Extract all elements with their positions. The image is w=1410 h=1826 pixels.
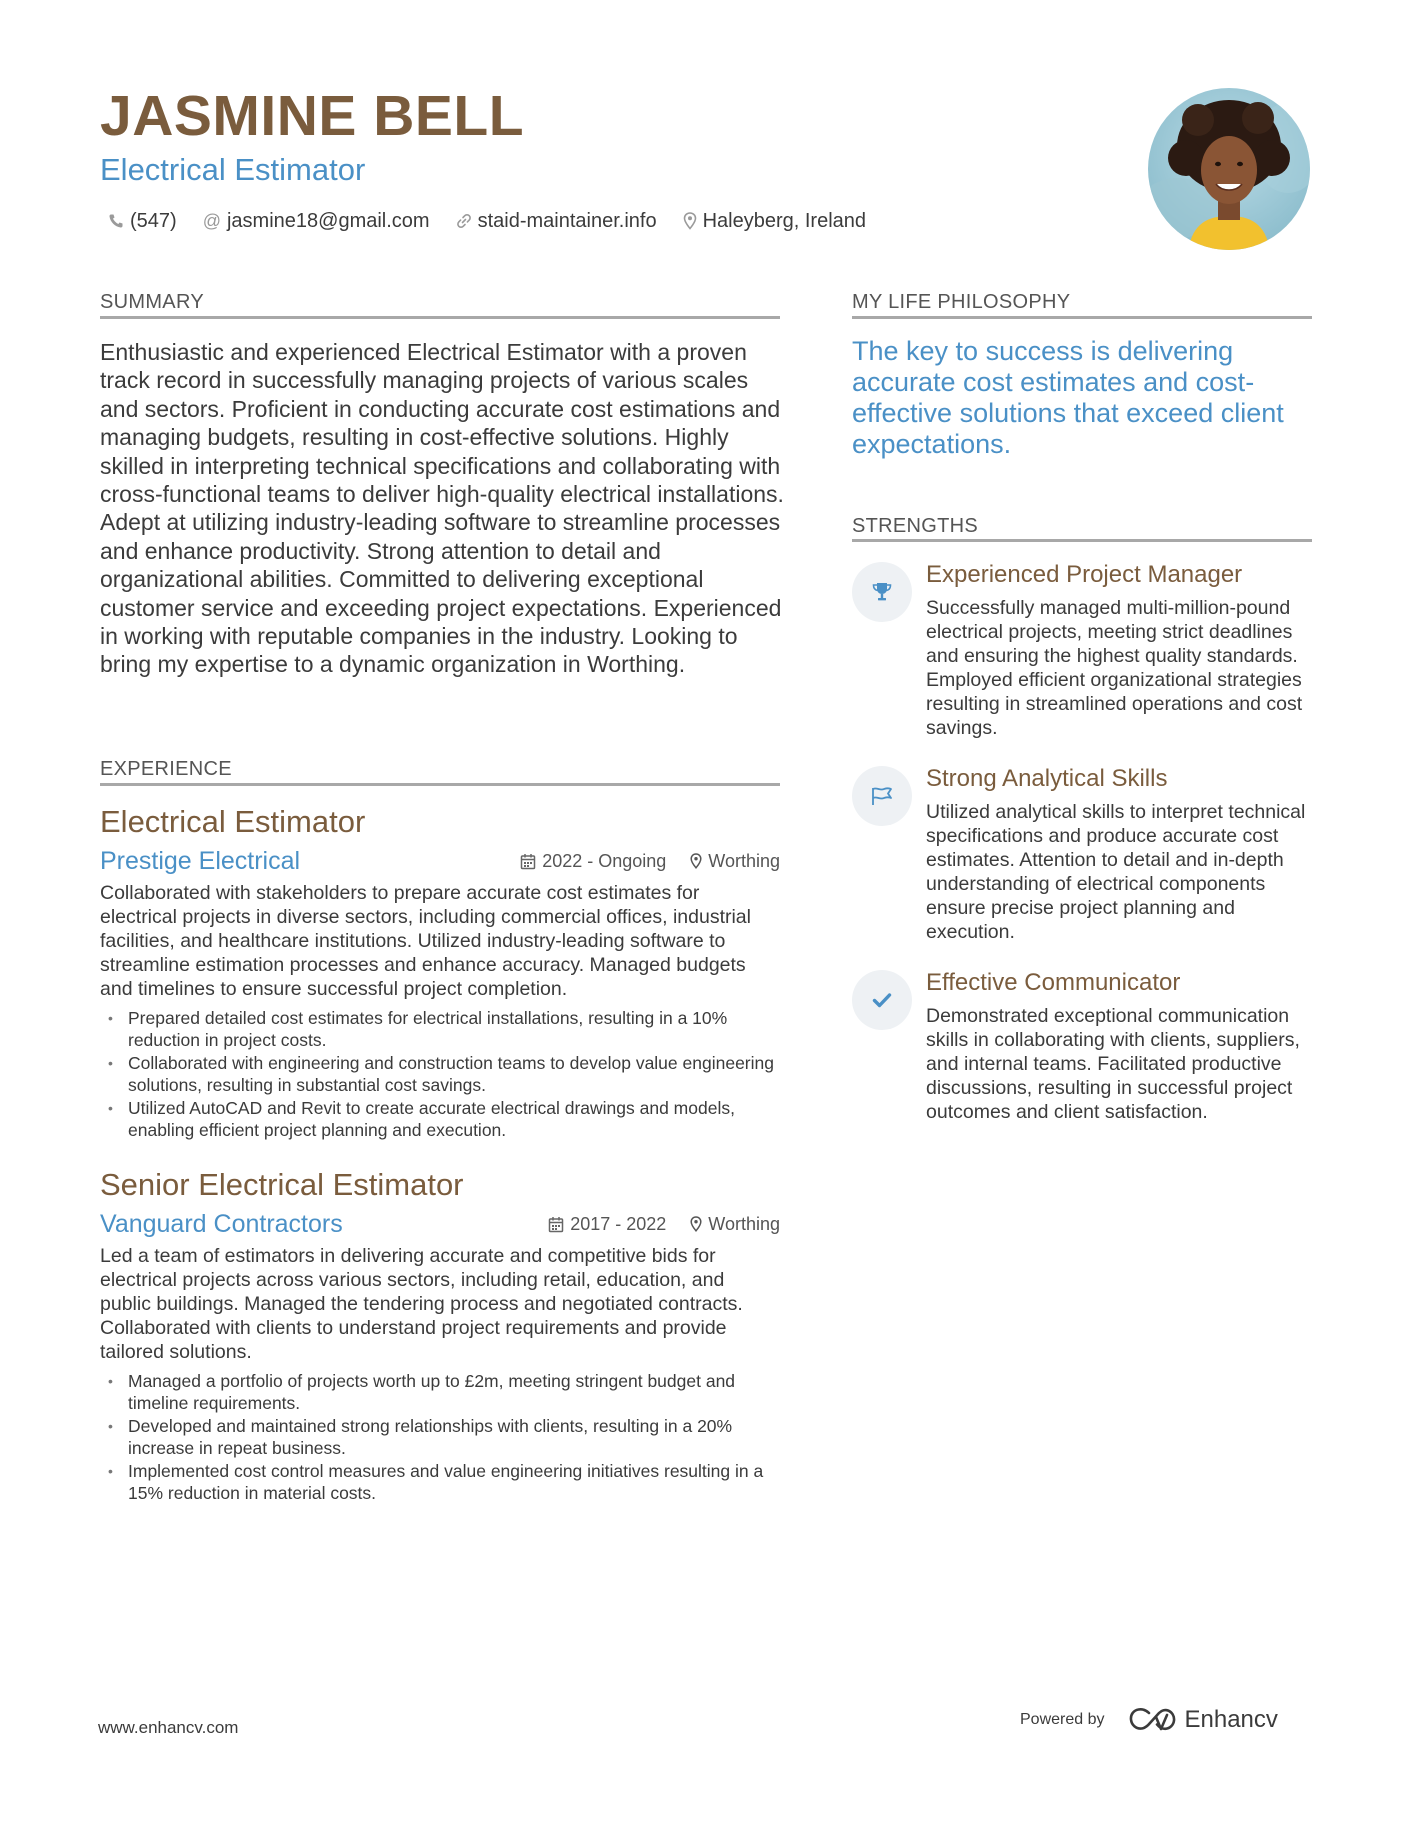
brand[interactable] — [1129, 1706, 1278, 1734]
job-bullet: • Utilized AutoCAD and Revit to create accurate electrical drawings and models, enabling efficient project planning and execution. — [100, 1097, 780, 1141]
philosophy-heading: MY LIFE PHILOSOPHY — [852, 291, 1071, 313]
contact-email[interactable] — [203, 210, 430, 233]
at-icon: @ — [202, 210, 221, 231]
candidate-name: JASMINE BELL — [100, 84, 525, 148]
job-header-row — [100, 845, 780, 877]
job-header-row — [100, 1208, 780, 1240]
enhancv-logo-icon — [1129, 1707, 1177, 1733]
strength-title: Strong Analytical Skills — [926, 765, 1168, 792]
job-location — [690, 851, 780, 872]
job-meta — [496, 851, 780, 872]
company-name: Vanguard Contractors — [100, 1209, 343, 1238]
contact-website-text[interactable]: staid-maintainer.info — [477, 209, 657, 232]
experience-item — [100, 1166, 780, 1505]
job-description: Led a team of estimators in delivering accurate and competitive bids for electrical projects across various sectors, including retail, education, and public buildings. Managed the tendering process and negotiated contracts. Collaborated with clients to understand project requirements and provide tailored solutions. — [100, 1245, 743, 1363]
strength-title: Effective Communicator — [926, 969, 1181, 996]
strength-description: Successfully managed multi-million-pound electrical projects, meeting strict deadlines and ensuring the highest quality standards. Employed efficient organizational strategies resulting in streamlined operations and cost savings. — [926, 597, 1303, 739]
link-icon — [456, 213, 472, 229]
contact-bar — [108, 206, 892, 236]
job-title: Electrical Estimator — [100, 804, 366, 839]
summary-heading: SUMMARY — [100, 291, 204, 313]
summary-text: Enthusiastic and experienced Electrical Estimator with a proven track record in successfully managing projects of various scales and sectors. Proficient in conducting accurate cost estimations and managing budgets, resulting in cost-effective solutions. Highly skilled in interpreting technical specifications and collaborating with cross-functional teams to deliver high-quality electrical installations. Adept at utilizing industry-leading software to streamline processes and enhance productivity. Strong attention to detail and organizational abilities. Committed to delivering exceptional customer service and exceeding project expectations. Experienced in working with reputable companies in the industry. Looking to bring my expertise to a dynamic organization in Worthing. — [100, 339, 784, 678]
powered-by-label: Powered by — [1020, 1711, 1105, 1728]
summary-divider — [100, 316, 780, 319]
job-location — [690, 1214, 780, 1235]
job-dates — [520, 851, 666, 872]
job-dates — [548, 1214, 666, 1235]
contact-email-text[interactable]: jasmine18@gmail.com — [226, 209, 430, 232]
job-location-text: Worthing — [708, 1213, 780, 1234]
contact-location — [683, 210, 866, 233]
experience-divider — [100, 783, 780, 786]
job-bullets — [100, 1007, 780, 1141]
strength-description: Utilized analytical skills to interpret technical specifications and produce accurate cost estimates. Attention to detail and in-depth understanding of electrical components ensure precise project planning and execution. — [926, 801, 1306, 943]
experience-item — [100, 803, 780, 1142]
location-pin-icon — [690, 853, 702, 869]
contact-website[interactable] — [456, 210, 657, 233]
contact-phone-text: (547) — [130, 209, 177, 232]
strength-item — [852, 968, 1312, 1148]
flag-icon — [852, 766, 912, 826]
strengths-heading: STRENGTHS — [852, 515, 979, 537]
job-bullet: • Implemented cost control measures and value engineering initiatives resulting in a 15% reduction in material costs. — [100, 1460, 780, 1504]
strengths-divider — [852, 539, 1312, 542]
footer-website[interactable]: www.enhancv.com — [98, 1718, 239, 1737]
job-location-text: Worthing — [708, 850, 780, 871]
checkmark-icon — [852, 970, 912, 1030]
job-description: Collaborated with stakeholders to prepare accurate cost estimates for electrical projects in diverse sectors, including commercial offices, industrial facilities, and healthcare institutions. Utilized industry-leading software to streamline estimation processes and enhance accuracy. Managed budgets and timelines to ensure successful project completion. — [100, 882, 751, 1000]
job-bullet: • Prepared detailed cost estimates for electrical installations, resulting in a 10% reduction in project costs. — [100, 1007, 780, 1051]
contact-phone — [108, 210, 177, 233]
job-dates-text: 2017 - 2022 — [570, 1213, 667, 1234]
philosophy-divider — [852, 316, 1312, 319]
calendar-icon — [548, 1216, 564, 1233]
job-title: Senior Electrical Estimator — [100, 1167, 464, 1202]
avatar — [1148, 88, 1310, 250]
location-pin-icon — [690, 1216, 702, 1232]
job-bullets — [100, 1370, 780, 1504]
company-name: Prestige Electrical — [100, 846, 301, 875]
location-pin-icon — [683, 212, 697, 230]
calendar-icon — [520, 853, 536, 870]
contact-location-text: Haleyberg, Ireland — [702, 209, 867, 232]
strength-item — [852, 764, 1312, 944]
job-bullet: • Developed and maintained strong relationships with clients, resulting in a 20% increase in repeat business. — [100, 1415, 780, 1459]
strength-item — [852, 560, 1312, 740]
phone-icon — [108, 213, 124, 229]
strength-description: Demonstrated exceptional communication skills in collaborating with clients, suppliers, and internal teams. Facilitated productive discussions, resulting in successful project outcomes and client satisfaction. — [926, 1005, 1300, 1123]
job-meta — [524, 1214, 780, 1235]
strength-title: Experienced Project Manager — [926, 561, 1243, 588]
candidate-title: Electrical Estimator — [100, 152, 366, 187]
job-dates-text: 2022 - Ongoing — [542, 850, 667, 871]
trophy-icon — [852, 562, 912, 622]
experience-heading: EXPERIENCE — [100, 758, 232, 780]
job-bullet: • Collaborated with engineering and construction teams to develop value engineering solutions, resulting in substantial cost savings. — [100, 1052, 780, 1096]
philosophy-quote: The key to success is delivering accurate cost estimates and cost-effective solutions that exceed client expectations. — [852, 336, 1284, 459]
footer-branding — [1020, 1706, 1278, 1734]
job-bullet: • Managed a portfolio of projects worth up to £2m, meeting stringent budget and timeline requirements. — [100, 1370, 780, 1414]
brand-name: Enhancv — [1184, 1706, 1278, 1733]
